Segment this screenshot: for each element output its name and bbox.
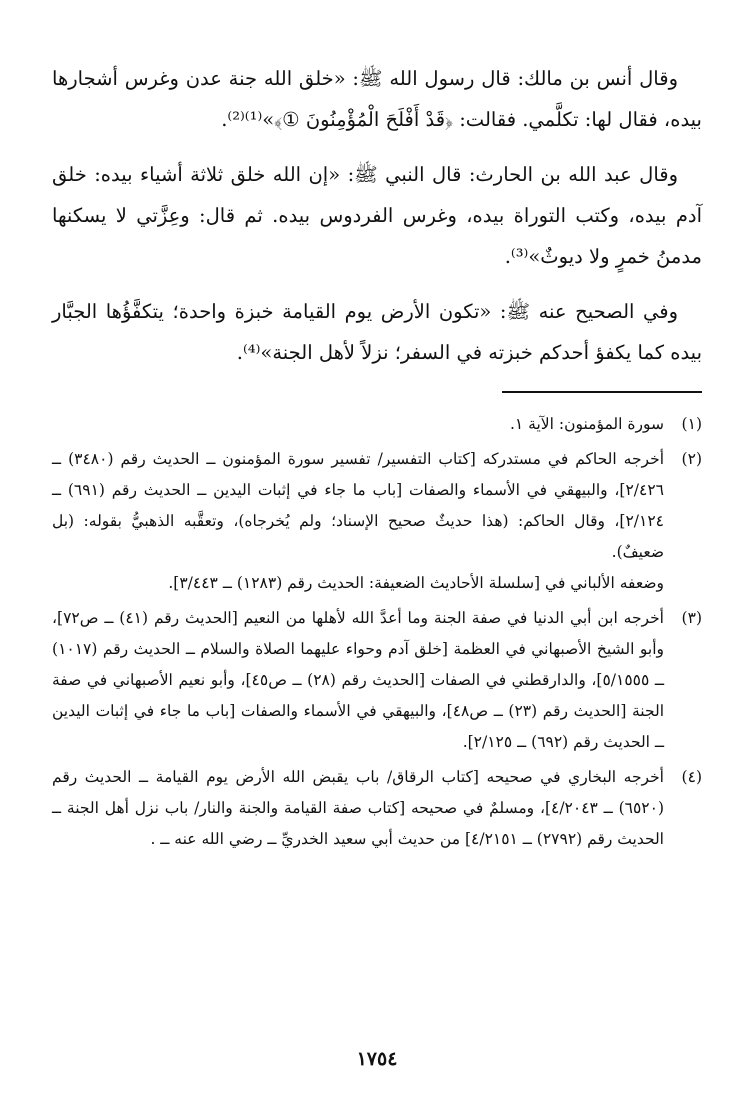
footnote-number: (٣) (681, 609, 702, 627)
footnote-body (52, 444, 664, 599)
footnote-number: (٢) (681, 450, 702, 468)
footnote-text: أخرجه ابن أبي الدنيا في صفة الجنة وما أعدَّ الله لأهلها من النعيم [الحديث رقم (٤١) ــ ص٧٢]، وأبو الشيخ الأصبهاني في العظمة [خلق آدم وحواء عليهما الصلاة والسلام ــ الحديث رقم (١٠١٧) ــ ٥/١٥٥٥]، والدارقطني في الصفات [الحديث رقم (٢٨) ــ ص٤٥]، وأبو نعيم الأصبهاني في صفة الجنة [الحديث رقم (٢٣) ــ ص٤٨]، والبيهقي في الأسماء والصفات [باب ما جاء في إثبات اليدين ــ الحديث رقم (٦٩٢) ــ ٢/١٢٥]. (52, 609, 664, 751)
footnote-text: أخرجه الحاكم في مستدركه [كتاب التفسير/ تفسير سورة المؤمنون ــ الحديث رقم (٣٤٨٠) ــ ٢/٤٢٦]، والبيهقي في الأسماء والصفات [باب ما جاء في إثبات اليدين ــ الحديث رقم (٦٩١) ــ ٢/١٢٤]، وقال الحاكم: (هذا حديثٌ صحيح الإسناد؛ ولم يُخرجاه)، وتعقَّبه الذهبيُّ بقوله: (بل ضعيفٌ). (52, 450, 664, 561)
footnote-1 (52, 409, 702, 440)
page-content (52, 58, 702, 859)
footnote-separator (502, 391, 702, 393)
body-paragraph-3: وفي الصحيح عنه ﷺ: «تكون الأرض يوم القيامة خبزة واحدة؛ يتكفَّؤُها الجبَّار بيده كما يكفؤ أحدكم خبزته في السفر؛ نزلاً لأهل الجنة»⁽⁴⁾. (52, 300, 702, 364)
footnote-text: أخرجه البخاري في صحيحه [كتاب الرقاق/ باب يقبض الله الأرض يوم القيامة ــ الحديث رقم (٦٥٢٠) ــ ٤/٢٠٤٣]، ومسلمٌ في صحيحه [كتاب صفة القيامة والجنة والنار/ باب نزل أهل الجنة ــ الحديث رقم (٢٧٩٢) ــ ٤/٢١٥١] من حديث أبي سعيد الخدريِّ ــ رضي الله عنه ــ . (52, 768, 664, 848)
body-paragraph-1: وقال أنس بن مالك: قال رسول الله ﷺ: «خلق الله جنة عدن وغرس أشجارها بيده، فقال لها: تكلَّمي. فقالت: ﴿قَدْ أَفْلَحَ الْمُؤْمِنُونَ ①﴾»⁽¹⁾⁽²⁾. (52, 67, 702, 131)
footnote-4 (52, 762, 702, 855)
footnote-number: (٤) (681, 768, 702, 786)
footnote-text: سورة المؤمنون: الآية ١. (509, 415, 664, 433)
body-paragraph-2: وقال عبد الله بن الحارث: قال النبي ﷺ: «إن الله خلق ثلاثة أشياء بيده: خلق آدم بيده، وكتب التوراة بيده، وغرس الفردوس بيده. ثم قال: وعِزَّتي لا يسكنها مدمنُ خمرٍ ولا ديوثٌ»⁽³⁾. (52, 163, 702, 268)
page-number: ١٧٥٤ (356, 1048, 398, 1070)
footnote-number: (١) (681, 415, 702, 433)
footnote-3 (52, 603, 702, 758)
footnote-extra-text: وضعفه الألباني في [سلسلة الأحاديث الضعيفة: الحديث رقم (١٢٨٣) ــ ٣/٤٤٣]. (168, 574, 664, 592)
footnote-2 (52, 444, 702, 599)
